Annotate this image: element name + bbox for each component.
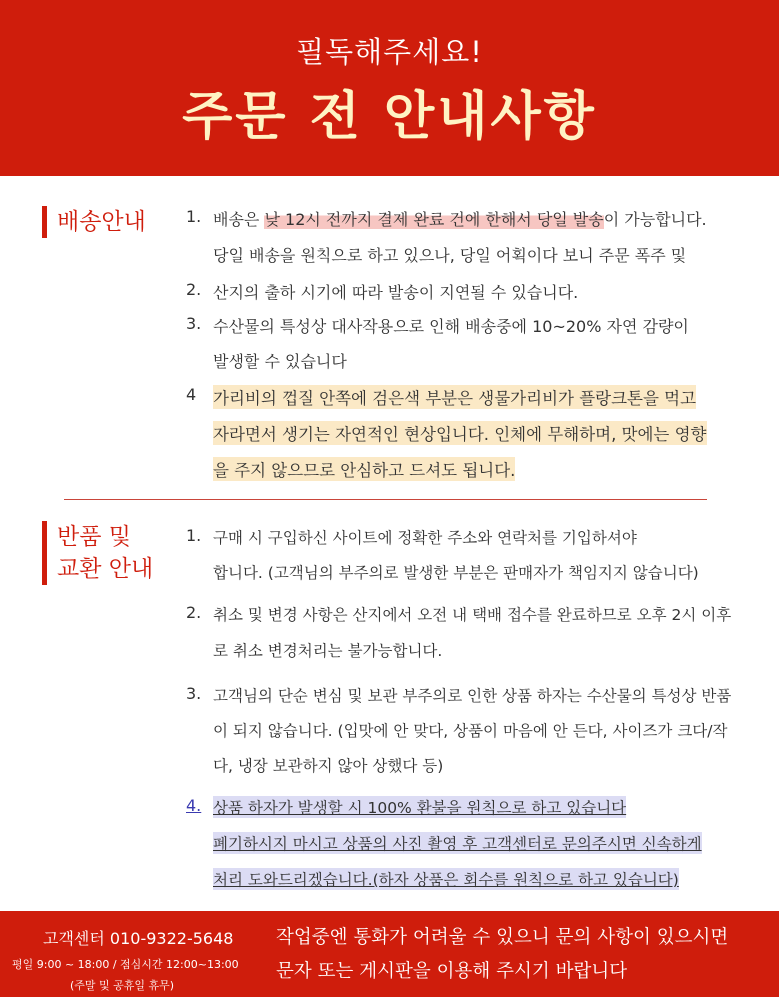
shipping-item-1 [186,207,756,267]
item-line: 고객님의 단순 변심 및 보관 부주의로 인한 상품 하자는 수산물의 특성상 반품 [213,687,732,705]
business-hours: 평일 9:00 ~ 18:00 / 점심시간 12:00~13:00 [12,958,239,971]
highlighted-text: 폐기하시지 마시고 상품의 사진 촬영 후 고객센터로 문의주시면 신속하게 [213,832,702,854]
item-number: 3. [186,684,202,703]
item-line: 취소 및 변경 사항은 산지에서 오전 내 택배 접수를 완료하므로 오후 2시 이후 [213,606,732,624]
item-line: 로 취소 변경처리는 불가능합니다. [213,642,443,660]
item-number: 4 [186,385,197,404]
contact-notice-line1: 작업중엔 통화가 어려울 수 있으니 문의 사항이 있으시면 [276,927,729,948]
header-subtitle: 필독해주세요! [296,35,483,69]
item-line: 발생할 수 있습니다 [213,352,347,371]
item-line: 수산물의 특성상 대사작용으로 인해 배송중에 10~20% 자연 감량이 [213,317,689,336]
shipping-item-3 [186,314,756,374]
text-segment: 이 가능합니다. [603,210,707,229]
item-line [213,207,707,230]
header-banner [0,0,779,176]
item-number: 4. [186,796,202,815]
item-line: 합니다. (고객님의 부주의로 발생한 부분은 판매자가 책임지지 않습니다) [213,564,699,582]
highlighted-text: 상품 하자가 발생할 시 100% 환불을 원칙으로 하고 있습니다 [213,796,626,818]
holiday-notice: (주말 및 공휴일 휴무) [70,979,175,992]
returns-item-4 [186,796,756,892]
shipping-section-label [42,206,146,238]
highlighted-text: 낮 12시 전까지 결제 완료 건에 한해서 당일 발송 [264,210,604,229]
section-divider [64,499,707,500]
returns-section-label [42,521,153,585]
highlighted-text: 자라면서 생기는 자연적인 현상입니다. 인체에 무해하며, 맛에는 영향 [213,421,707,445]
returns-label-line2: 교환 안내 [57,556,154,582]
shipping-item-2 [186,280,756,304]
item-line: 구매 시 구입하신 사이트에 정확한 주소와 연락처를 기입하셔야 [213,529,637,547]
highlighted-text: 을 주지 않으므로 안심하고 드셔도 됩니다. [213,457,515,481]
item-number: 1. [186,207,202,226]
contact-notice-line2: 문자 또는 게시판을 이용해 주시기 바랍니다 [276,961,628,982]
returns-item-1 [186,526,756,586]
item-number: 1. [186,526,202,545]
shipping-label-text: 배송안내 [57,209,146,235]
footer-banner [0,911,779,997]
item-line: 산지의 출하 시기에 따라 발송이 지연될 수 있습니다. [213,283,579,302]
item-number: 3. [186,314,202,333]
returns-label-line1: 반품 및 [57,524,131,550]
item-number: 2. [186,603,202,622]
returns-item-2 [186,603,756,663]
highlighted-text: 처리 도와드리겠습니다.(하자 상품은 회수를 원칙으로 하고 있습니다) [213,868,679,890]
returns-item-3 [186,684,756,780]
item-line: 이 되지 않습니다. (입맛에 안 맞다, 상품이 마음에 안 든다, 사이즈가 크다/작 [213,722,728,740]
page-title: 주문 전 안내사항 [182,87,597,147]
highlighted-text: 가리비의 껍질 안쪽에 검은색 부분은 생물가리비가 플랑크톤을 먹고 [213,385,696,409]
item-line: 당일 배송을 원칙으로 하고 있으나, 당일 어획이다 보니 주문 폭주 및 [213,246,687,265]
text-segment: 배송은 [213,210,265,229]
shipping-item-4 [186,385,756,485]
customer-center-phone: 고객센터 010-9322-5648 [43,929,234,948]
item-line: 다, 냉장 보관하지 않아 상했다 등) [213,757,444,775]
item-number: 2. [186,280,202,299]
